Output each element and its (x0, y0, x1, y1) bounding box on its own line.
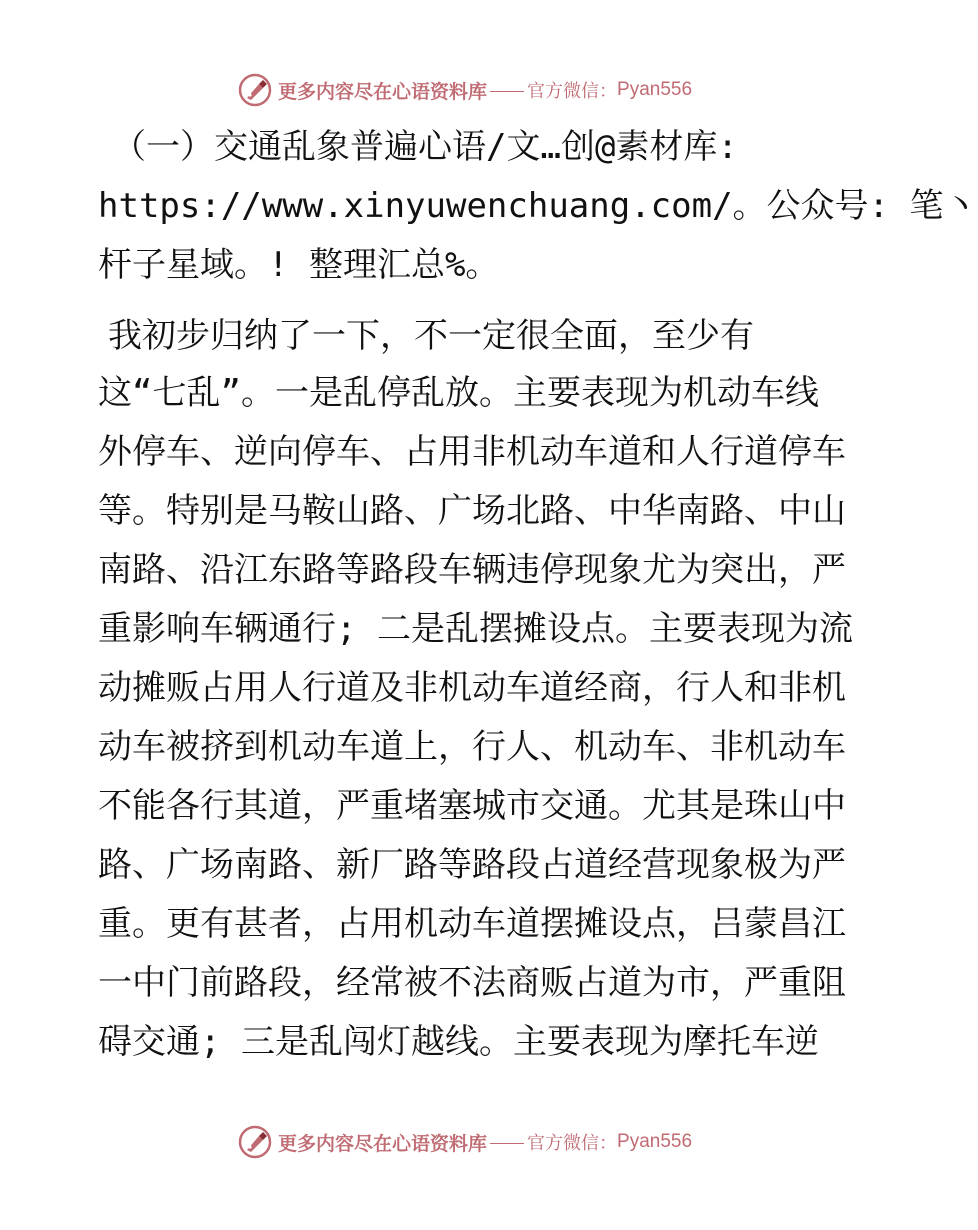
header-brand-text: 更多内容尽在心语资料库 (278, 80, 488, 103)
footer-watermark (238, 1124, 708, 1160)
text-line: 不能各行其道，严重堵塞城市交通。尤其是珠山中 (98, 786, 846, 826)
footer-wechat-id: Pyan556 (617, 1131, 693, 1152)
document-body (98, 124, 978, 1072)
text-line: 外停车、逆向停车、占用非机动车道和人行道停车 (98, 432, 846, 472)
text-line: 动车被挤到机动车道上，行人、机动车、非机动车 (98, 727, 846, 767)
text-line: 这“七乱”。一是乱停乱放。主要表现为机动车线 (98, 373, 819, 413)
pen-nib-logo-icon (238, 73, 272, 107)
header-wechat-id: Pyan556 (617, 79, 693, 100)
header-dash (490, 91, 524, 92)
text-line: 我初步归纳了一下，不一定很全面，至少有 (108, 316, 754, 356)
text-line: 碍交通; 三是乱闯灯越线。主要表现为摩托车逆 (98, 1022, 819, 1062)
text-line: （一）交通乱象普遍心语/文…创@素材库: (112, 127, 738, 167)
header-watermark (238, 72, 708, 108)
text-line: 重影响车辆通行; 二是乱摆摊设点。主要表现为流 (98, 609, 853, 649)
text-line: 动摊贩占用人行道及非机动车道经商，行人和非机 (98, 668, 846, 708)
paragraph-2 (98, 313, 858, 1072)
text-line: 重。更有甚者，占用机动车道摆摊设点，吕蒙昌江 (98, 904, 846, 944)
paragraph-1 (98, 124, 978, 289)
pen-nib-logo-icon (238, 1125, 272, 1159)
footer-dash (490, 1143, 524, 1144)
text-line: https://www.xinyuwenchuang.com/。公众号: 笔丶 (98, 186, 978, 226)
footer-wechat-label: 官方微信： (527, 1133, 618, 1154)
text-line: 等。特别是马鞍山路、广场北路、中华南路、中山 (98, 491, 846, 531)
text-line: 杆子星域。! 整理汇总%。 (98, 245, 500, 285)
header-wechat-label: 官方微信： (527, 81, 618, 102)
footer-brand-text: 更多内容尽在心语资料库 (278, 1132, 488, 1155)
text-line: 路、广场南路、新厂路等路段占道经营现象极为严 (98, 845, 846, 885)
text-line: 南路、沿江东路等路段车辆违停现象尤为突出，严 (98, 550, 846, 590)
text-line: 一中门前路段，经常被不法商贩占道为市，严重阻 (98, 963, 846, 1003)
